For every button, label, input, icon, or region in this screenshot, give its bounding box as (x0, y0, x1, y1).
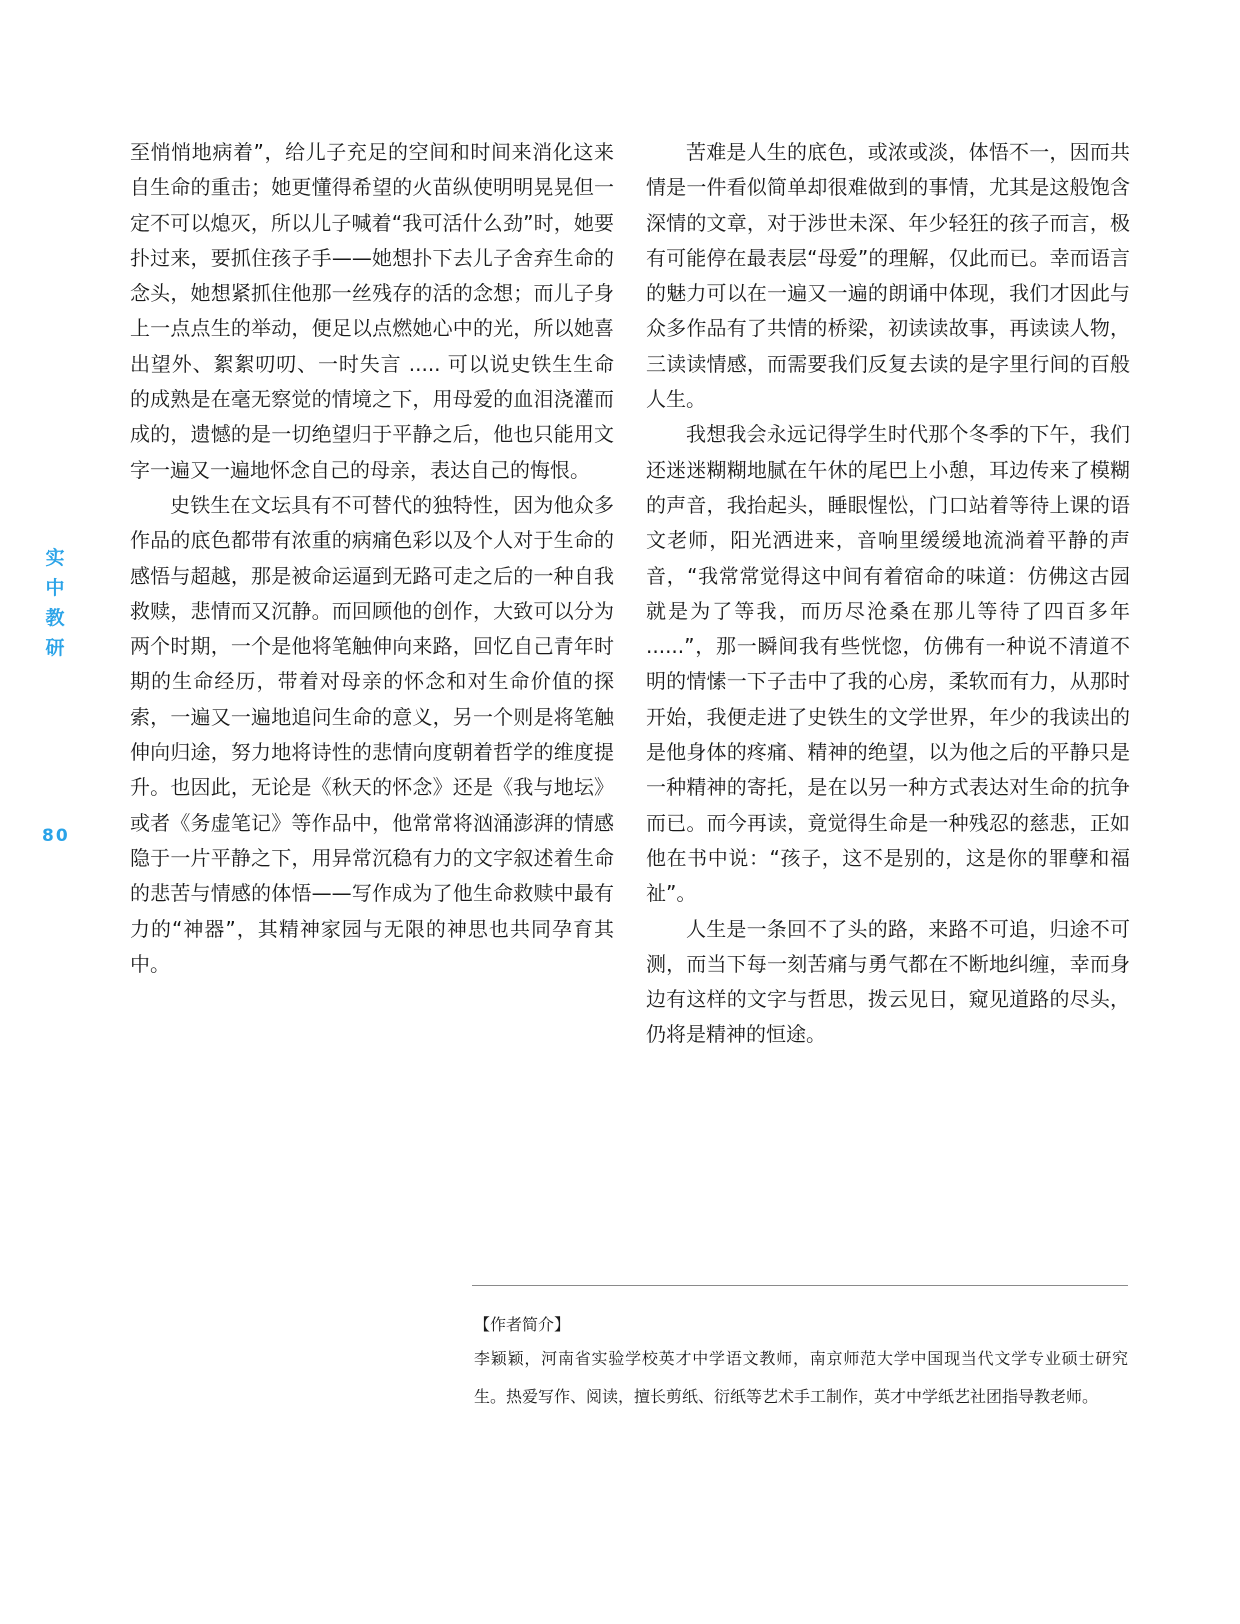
paragraph: 史铁生在文坛具有不可替代的独特性，因为他众多作品的底色都带有浓重的病痛色彩以及个人对于生命的感悟与超越，那是被命运逼到无路可走之后的一种自我救赎，悲情而又沉静。而回顾他的创作，大致可以分为两个时期，一个是他将笔触伸向来路，回忆自己青年时期的生命经历，带着对母亲的怀念和对生命价值的探索，一遍又一遍地追问生命的意义，另一个则是将笔触伸向归途，努力地将诗性的悲情向度朝着哲学的维度提升。也因此，无论是《秋天的怀念》还是《我与地坛》或者《务虚笔记》等作品中，他常常将汹涌澎湃的情感隐于一片平静之下，用异常沉稳有力的文字叙述着生命的悲苦与情感的体悟——写作成为了他生命救赎中最有力的“神器”，其精神家园与无限的神思也共同孕育其中。 (130, 492, 614, 976)
right-text-column (646, 135, 1130, 1053)
paragraph: 我想我会永远记得学生时代那个冬季的下午，我们还迷迷糊糊地腻在午休的尾巴上小憩，耳边传来了模糊的声音，我抬起头，睡眼惺忪，门口站着等待上课的语文老师，阳光洒进来，音响里缓缓地流淌着平静的声音，“我常常觉得这中间有着宿命的味道：仿佛这古园就是为了等我，而历尽沧桑在那儿等待了四百多年 ......”，那一瞬间我有些恍惚，仿佛有一种说不清道不明的情愫一下子击中了我的心房，柔软而有力，从那时开始，我便走进了史铁生的文学世界，年少的我读出的是他身体的疼痛、精神的绝望，以为他之后的平静只是一种精神的寄托，是在以另一种方式表达对生命的抗争而已。而今再读，竟觉得生命是一种残忍的慈悲，正如他在书中说：“孩子，这不是别的，这是你的罪孽和福祉”。 (646, 422, 1130, 906)
left-text-column (130, 135, 614, 982)
page-number: 80 (42, 826, 70, 846)
journal-side-label: 实中教研 (45, 547, 65, 659)
author-bio-text: 李颖颖，河南省实验学校英才中学语文教师，南京师范大学中国现当代文学专业硕士研究生。热爱写作、阅读，擅长剪纸、衍纸等艺术手工制作，英才中学纸艺社团指导教老师。 (474, 1349, 1128, 1406)
paragraph: 人生是一条回不了头的路，来路不可追，归途不可测，而当下每一刻苦痛与勇气都在不断地纠缠，幸而身边有这样的文字与哲思，拨云见日，窥见道路的尽头，仍将是精神的恒途。 (646, 916, 1130, 1047)
bio-divider (472, 1285, 1128, 1286)
author-bio (474, 1310, 1128, 1416)
author-bio-heading: 【作者简介】 (474, 1315, 571, 1334)
paragraph: 苦难是人生的底色，或浓或淡，体悟不一，因而共情是一件看似简单却很难做到的事情，尤其是这般饱含深情的文章，对于涉世未深、年少轻狂的孩子而言，极有可能停在最表层“母爱”的理解，仅此而已。幸而语言的魅力可以在一遍又一遍的朗诵中体现，我们才因此与众多作品有了共情的桥梁，初读读故事，再读读人物，三读读情感，而需要我们反复去读的是字里行间的百般人生。 (646, 140, 1130, 412)
paragraph: 至悄悄地病着”，给儿子充足的空间和时间来消化这来自生命的重击；她更懂得希望的火苗纵使明明晃晃但一定不可以熄灭，所以儿子喊着“我可活什么劲”时，她要扑过来，要抓住孩子手——她想扑下去儿子舍弃生命的念头，她想紧抓住他那一丝残存的活的念想；而儿子身上一点点生的举动，便足以点燃她心中的光，所以她喜出望外、絮絮叨叨、一时失言 ..... 可以说史铁生生命的成熟是在毫无察觉的情境之下，用母爱的血泪浇灌而成的，遗憾的是一切绝望归于平静之后，他也只能用文字一遍又一遍地怀念自己的母亲，表达自己的悔恨。 (130, 140, 614, 482)
